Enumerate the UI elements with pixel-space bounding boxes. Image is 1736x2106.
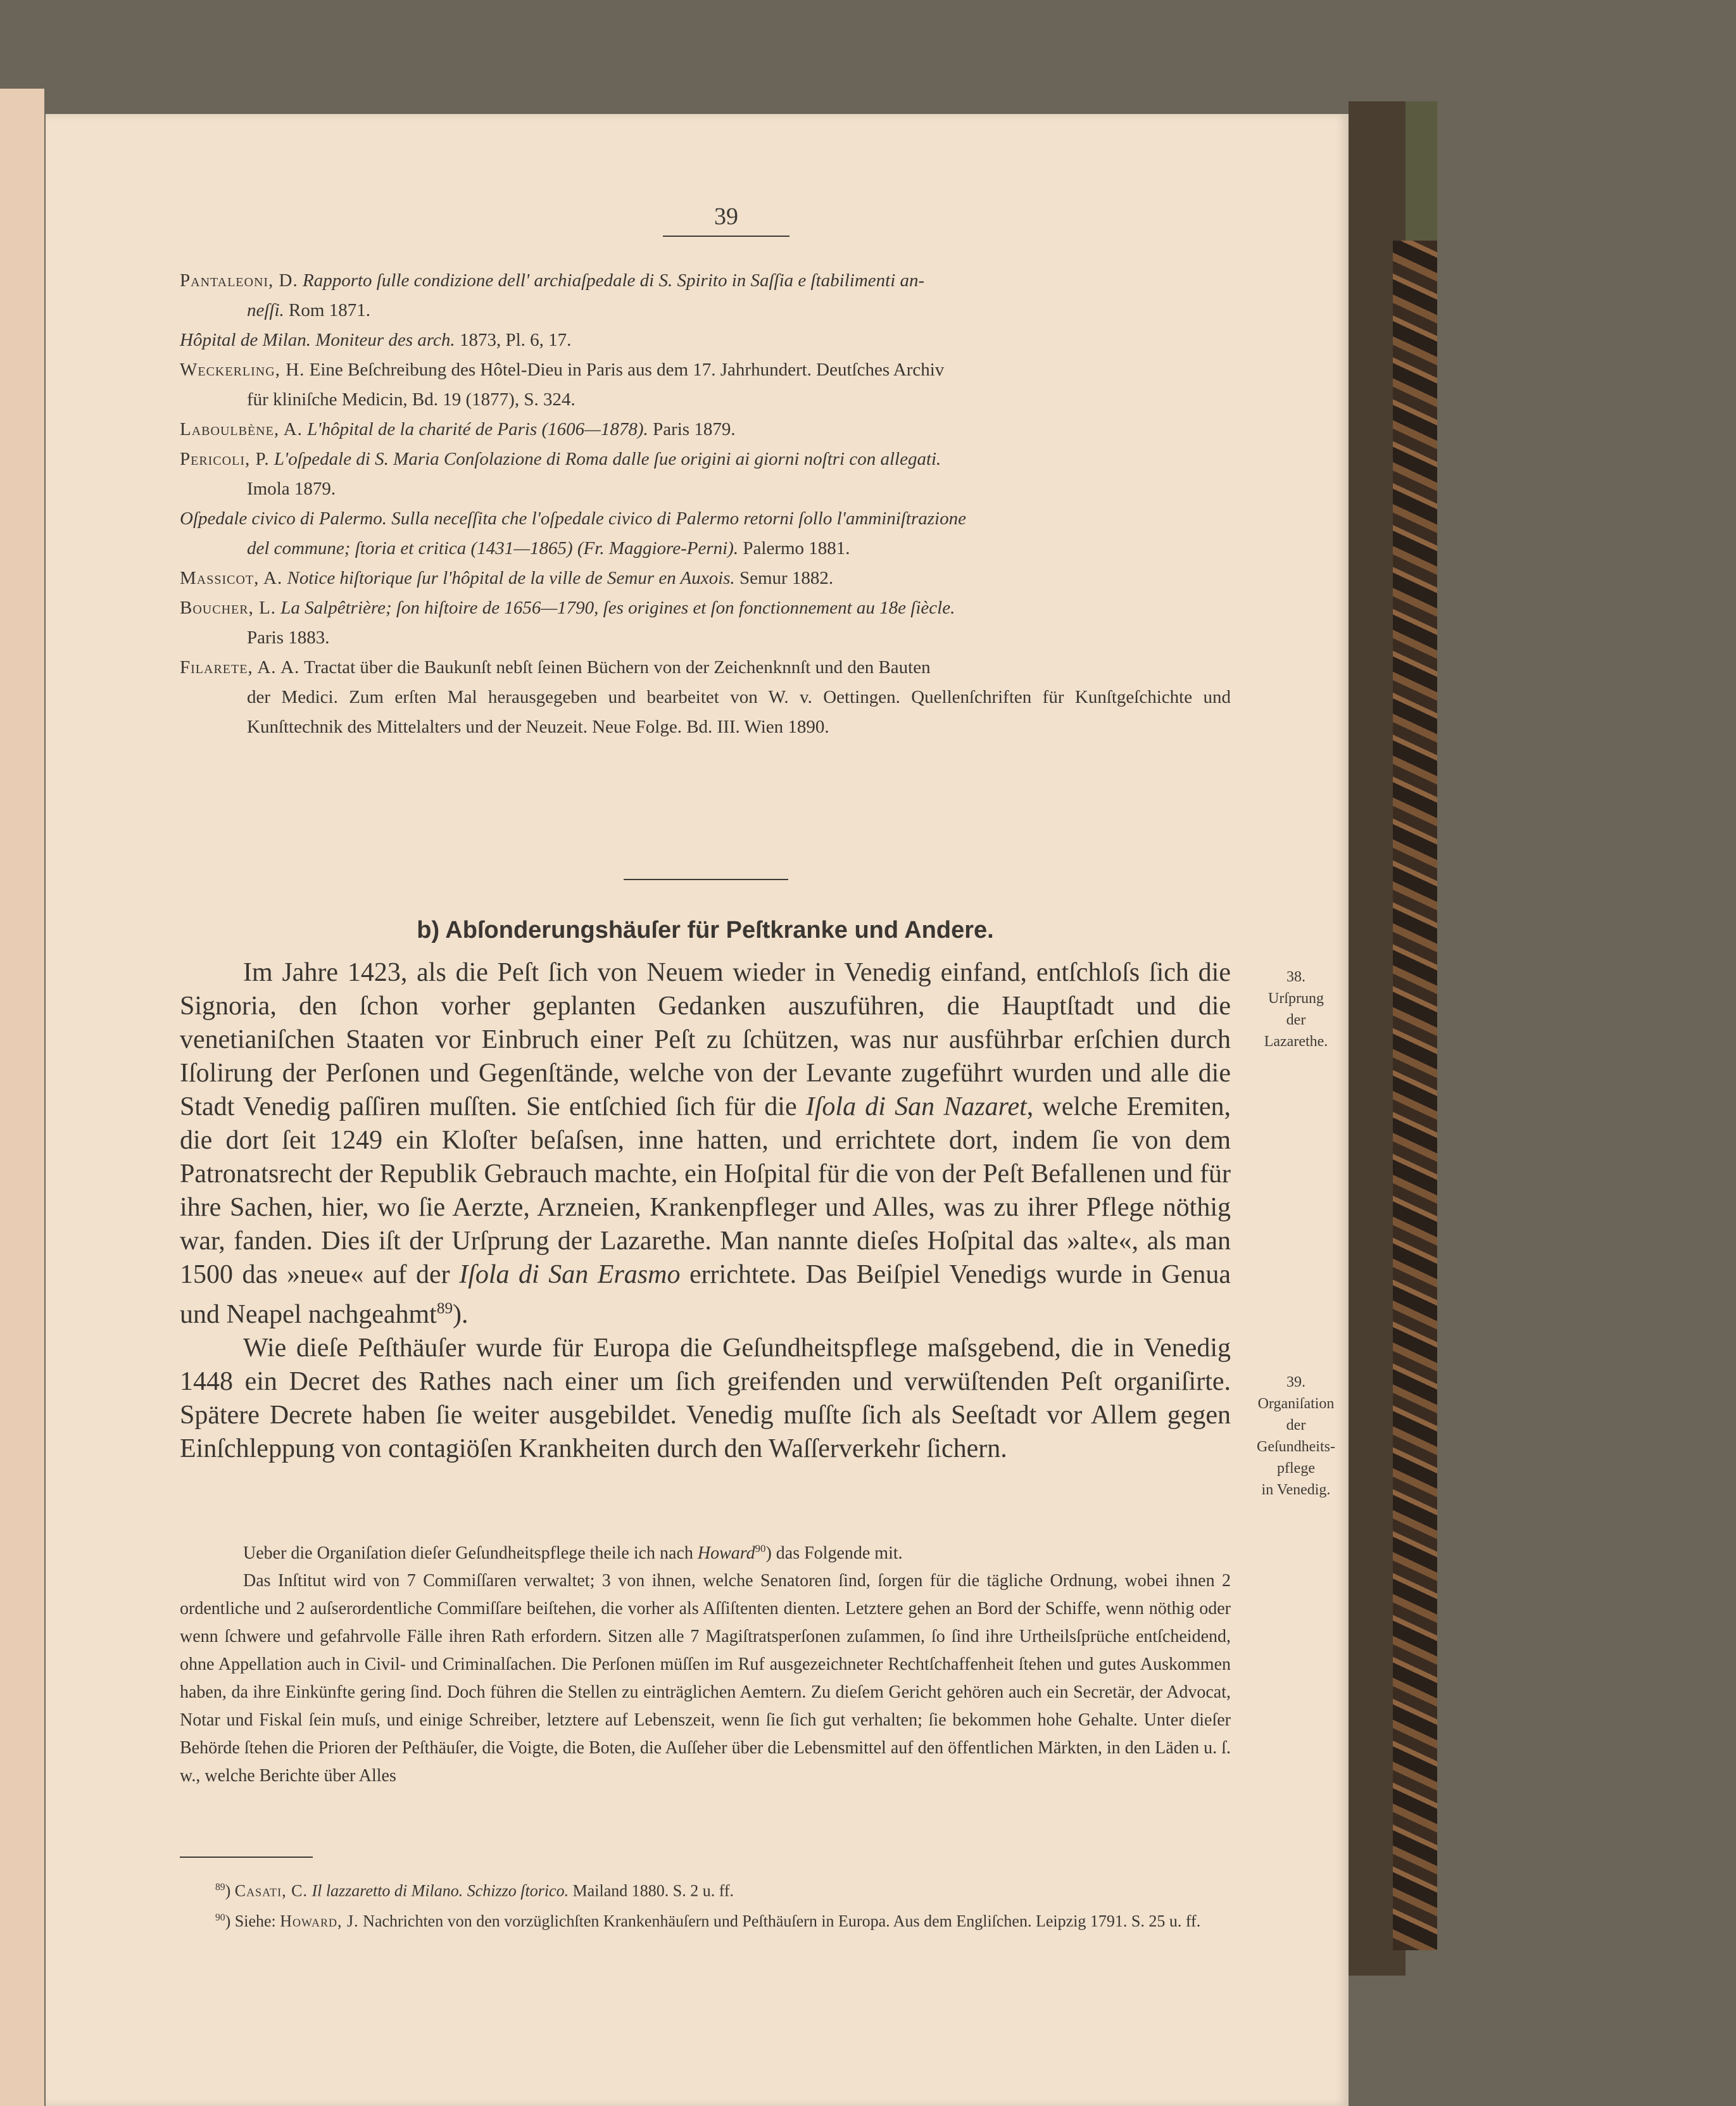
section-heading: b) Abſonderungshäuſer für Peſtkranke und Andere.: [417, 917, 994, 943]
reference-list: [180, 266, 1231, 742]
small-paragraph: Das Inſtitut wird von 7 Commiſſaren verwaltet; 3 von ihnen, welche Senatoren ſind, ſorgen für die tägliche Ordnung, wobei ihnen 2 ordentliche und 2 auſserordentliche Commiſſare beiſtehen, die vorher als Aſſiſtenten dienten. Letztere gehen an Bord der Schiffe, wenn nöthig oder wenn ſchwere und gefahrvolle Fälle ihren Rath erfordern. Sitzen alle 7 Magiſtratsperſonen zuſammen, ſo ſind ihre Urtheilsſprüche entſcheidend, ohne Appellation auch in Civil- und Criminalſachen. Die Perſonen müſſen im Ruf ausgezeichneter Rechtſchaffenheit ſtehen und gutes Auskommen haben, da ihre Einkünfte gering ſind. Doch führen die Stellen zu einträglichen Aemtern. Zu dieſem Gericht gehören auch ein Secretär, der Advocat, Notar und Fiskal ſein muſs, und einige Schreiber, letztere auf Lebenszeit, wenn ſie ſich gut verhalten; ſie bekommen hohe Gehalte. Unter dieſer Behörde ſtehen die Prioren der Peſthäuſer, die Voigte, die Boten, die Auſſeher über die Lebensmittel auf den öffentlichen Märkten, in den Läden u. ſ. w., welche Berichte über Alles: [180, 1571, 1231, 1786]
paragraph: Wie dieſe Peſthäuſer wurde für Europa die Geſundheitspflege maſsgebend, die in Venedig 1448 ein Decret des Rathes nach einer um ſich greifenden und verwüſtenden Peſt organiſirte. Spätere Decrete haben ſie weiter ausgebildet. Venedig muſſte ſich als Seeſtadt vor Allem gegen Einſchleppung von contagiöſen Krankheiten durch den Waſſerverkehr ſichern.: [180, 1334, 1231, 1463]
footnote: $^{90}$) Siehe: Howard, J. Nachrichten von den vorzüglichſten Krankenhäuſern und Peſthäuſern in Europa. Aus dem Engliſchen. Leipzig 1791. S. 25 u. ff.: [215, 1912, 1201, 1931]
reference-entry: Filarete, A. A. Tractat über die Baukunſt nebſt ſeinen Büchern von der Zeichenknnſt und den Bauten der Medici. Zum erſten Mal herausgegeben und bearbeitet von W. v. Oettingen. Quellenſchriften für Kunſtgeſchichte und Kunſttechnik des Mittelalters und der Neuzeit. Neue Folge. Bd. III. Wien 1890.: [180, 657, 1231, 737]
body-text: [180, 956, 1231, 1466]
reference-entry: Weckerling, H. Eine Beſchreibung des Hôtel-Dieu in Paris aus dem 17. Jahrhundert. Deutſches Archiv für kliniſche Medicin, Bd. 19 (1877), S. 324.: [180, 360, 945, 410]
footnotes: [180, 1874, 1231, 1934]
reference-entry: Hôpital de Milan. Moniteur des arch. 1873, Pl. 6, 17.: [180, 330, 572, 350]
small-print-text: [180, 1535, 1231, 1790]
marginal-note: 39. Organiſation der Geſundheits- pflege in Venedig.: [1257, 1374, 1335, 1498]
footnote: $^{89}$) Casati, C. Il lazzaretto di Milano. Schizzo ſtorico. Mailand 1880. S. 2 u. ff.: [215, 1881, 734, 1900]
reference-entry: Pantaleoni, D. Rapporto ſulle condizione dell' archiaſpedale di S. Spirito in Saſſia e ſtabilimenti an- neſſi. Rom 1871.: [180, 270, 925, 320]
footnote-ref[interactable]: 90: [755, 1542, 766, 1554]
reference-entry: Massicot, A. Notice hiſtorique ſur l'hôpital de la ville de Semur en Auxois. Semur 1882.: [180, 568, 834, 588]
reference-entry: Pericoli, P. L'oſpedale di S. Maria Conſolazione di Roma dalle ſue origini ai giorni noſtri con allegati. Imola 1879.: [180, 449, 941, 499]
reference-entry: Boucher, L. La Salpêtrière; ſon hiſtoire de 1656—1790, ſes origines et ſon fonctionnement au 18e ſiècle. Paris 1883.: [180, 598, 955, 648]
marbled-board: [1393, 241, 1437, 1950]
reference-entry: Oſpedale civico di Palermo. Sulla neceſſita che l'oſpedale civico di Palermo retorni ſollo l'amminiſtrazione del commune; ſtoria et critica (1431—1865) (Fr. Maggiore-Perni). Palermo 1881.: [180, 508, 966, 558]
section-divider: [624, 879, 788, 880]
page-number-rule: [663, 236, 789, 237]
page-number: 39: [714, 203, 738, 230]
paragraph: Im Jahre 1423, als die Peſt ſich von Neuem wieder in Venedig einfand, entſchloſs ſich die Signoria, den ſchon vorher geplanten Gedanken auszuführen, die Hauptſtadt und die venetianiſchen Staaten vor Einbruch einer Peſt zu ſchützen, was nur ausführbar erſchien durch Iſolirung der Perſonen und Gegenſtände, welche von der Levante zugeführt wurden und alle die Stadt Venedig paſſiren muſſten. Sie entſchied ſich für die Iſola di San Nazaret, welche Eremiten, die dort ſeit 1249 ein Kloſter beſaſsen, inne hatten, und errichtete dort, indem ſie von dem Patronatsrecht der Republik Gebrauch machte, ein Hoſpital für die von der Peſt Befallenen und für ihre Sachen, hier, wo ſie Aerzte, Arzneien, Krankenpfleger und Alles, was zu ihrer Pflege nöthig war, fanden. Dies iſt der Urſprung der Lazarethe. Man nannte dieſes Hoſpital das »alte«, als man 1500 das »neue« auf der Iſola di San Erasmo errichtete. Das Beiſpiel Venedigs wurde in Genua und Neapel nachgeahmt$^{89}$).: [180, 958, 1231, 1329]
marginal-note: 38. Urſprung der Lazarethe.: [1264, 969, 1328, 1050]
book-page: [46, 114, 1349, 2106]
footnote-ref[interactable]: 89: [436, 1300, 453, 1317]
facing-page-edge: [0, 89, 44, 2106]
reference-entry: Laboulbène, A. L'hôpital de la charité de Paris (1606—1878). Paris 1879.: [180, 419, 736, 439]
footnote-rule: [180, 1857, 313, 1858]
small-paragraph: Ueber die Organiſation dieſer Geſundheitspflege theile ich nach Howard$^{90}$) das Folgende mit.: [243, 1542, 903, 1563]
